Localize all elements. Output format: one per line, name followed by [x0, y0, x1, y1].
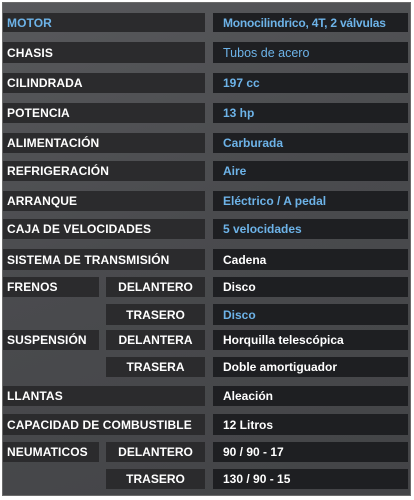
spec-row-potencia — [3, 103, 410, 123]
spec-sublabel: TRASERA — [106, 357, 205, 377]
spec-row-frenos-trasero — [3, 304, 410, 325]
spec-value: Eléctrico / A pedal — [213, 191, 408, 211]
spec-row-neumaticos-delantero — [3, 442, 410, 462]
spec-sublabel: DELANTERO — [106, 442, 205, 462]
spec-row-suspension-trasera — [3, 357, 410, 377]
spec-value: Disco — [213, 304, 408, 325]
spec-value: Monocilindrico, 4T, 2 válvulas — [213, 13, 408, 32]
spec-value: Aleación — [213, 386, 408, 406]
spec-table — [2, 2, 411, 496]
spec-value: Tubos de acero — [213, 42, 408, 63]
spec-sublabel: TRASERO — [106, 469, 205, 489]
spec-row-refrigeracion — [3, 161, 410, 181]
spec-sublabel: TRASERO — [106, 304, 205, 325]
spec-row-cilindrada — [3, 73, 410, 93]
spec-label: FRENOS — [3, 277, 99, 297]
spec-value: 13 hp — [213, 103, 408, 123]
spec-label: MOTOR — [3, 13, 205, 32]
spec-value: 130 / 90 - 15 — [213, 469, 408, 489]
spec-row-motor — [3, 13, 410, 32]
spec-label: CILINDRADA — [3, 73, 205, 93]
spec-label: CAPACIDAD DE COMBUSTIBLE — [3, 414, 205, 435]
spec-row-caja-velocidades — [3, 219, 410, 239]
spec-sublabel: DELANTERA — [106, 330, 205, 350]
spec-value: Carburada — [213, 133, 408, 153]
spec-label: ALIMENTACIÓN — [3, 133, 205, 153]
spec-row-chasis — [3, 42, 410, 63]
spec-row-suspension-delantera — [3, 330, 410, 350]
spec-row-llantas — [3, 386, 410, 406]
spec-value: 90 / 90 - 17 — [213, 442, 408, 462]
spec-row-combustible — [3, 414, 410, 435]
spec-label: SISTEMA DE TRANSMISIÓN — [3, 249, 205, 270]
spec-value: Aire — [213, 161, 408, 181]
spec-value: 197 cc — [213, 73, 408, 93]
spec-row-frenos-delantero — [3, 277, 410, 297]
spec-label: CAJA DE VELOCIDADES — [3, 219, 205, 239]
spec-sublabel: DELANTERO — [106, 277, 205, 297]
spec-value: 12 Litros — [213, 414, 408, 435]
spec-label: ARRANQUE — [3, 191, 205, 211]
spec-value: Cadena — [213, 249, 408, 270]
spec-label: SUSPENSIÓN — [3, 330, 99, 350]
spec-row-transmision — [3, 249, 410, 270]
spec-value: Disco — [213, 277, 408, 297]
spec-row-alimentacion — [3, 133, 410, 153]
spec-label: POTENCIA — [3, 103, 205, 123]
spec-label: LLANTAS — [3, 386, 205, 406]
spec-row-neumaticos-trasero — [3, 469, 410, 489]
spec-value: 5 velocidades — [213, 219, 408, 239]
spec-value: Horquilla telescópica — [213, 330, 408, 350]
spec-value: Doble amortiguador — [213, 357, 408, 377]
spec-label: NEUMATICOS — [3, 442, 99, 462]
spec-label: CHASIS — [3, 42, 205, 63]
spec-label: REFRIGERACIÓN — [3, 161, 205, 181]
spec-row-arranque — [3, 191, 410, 211]
